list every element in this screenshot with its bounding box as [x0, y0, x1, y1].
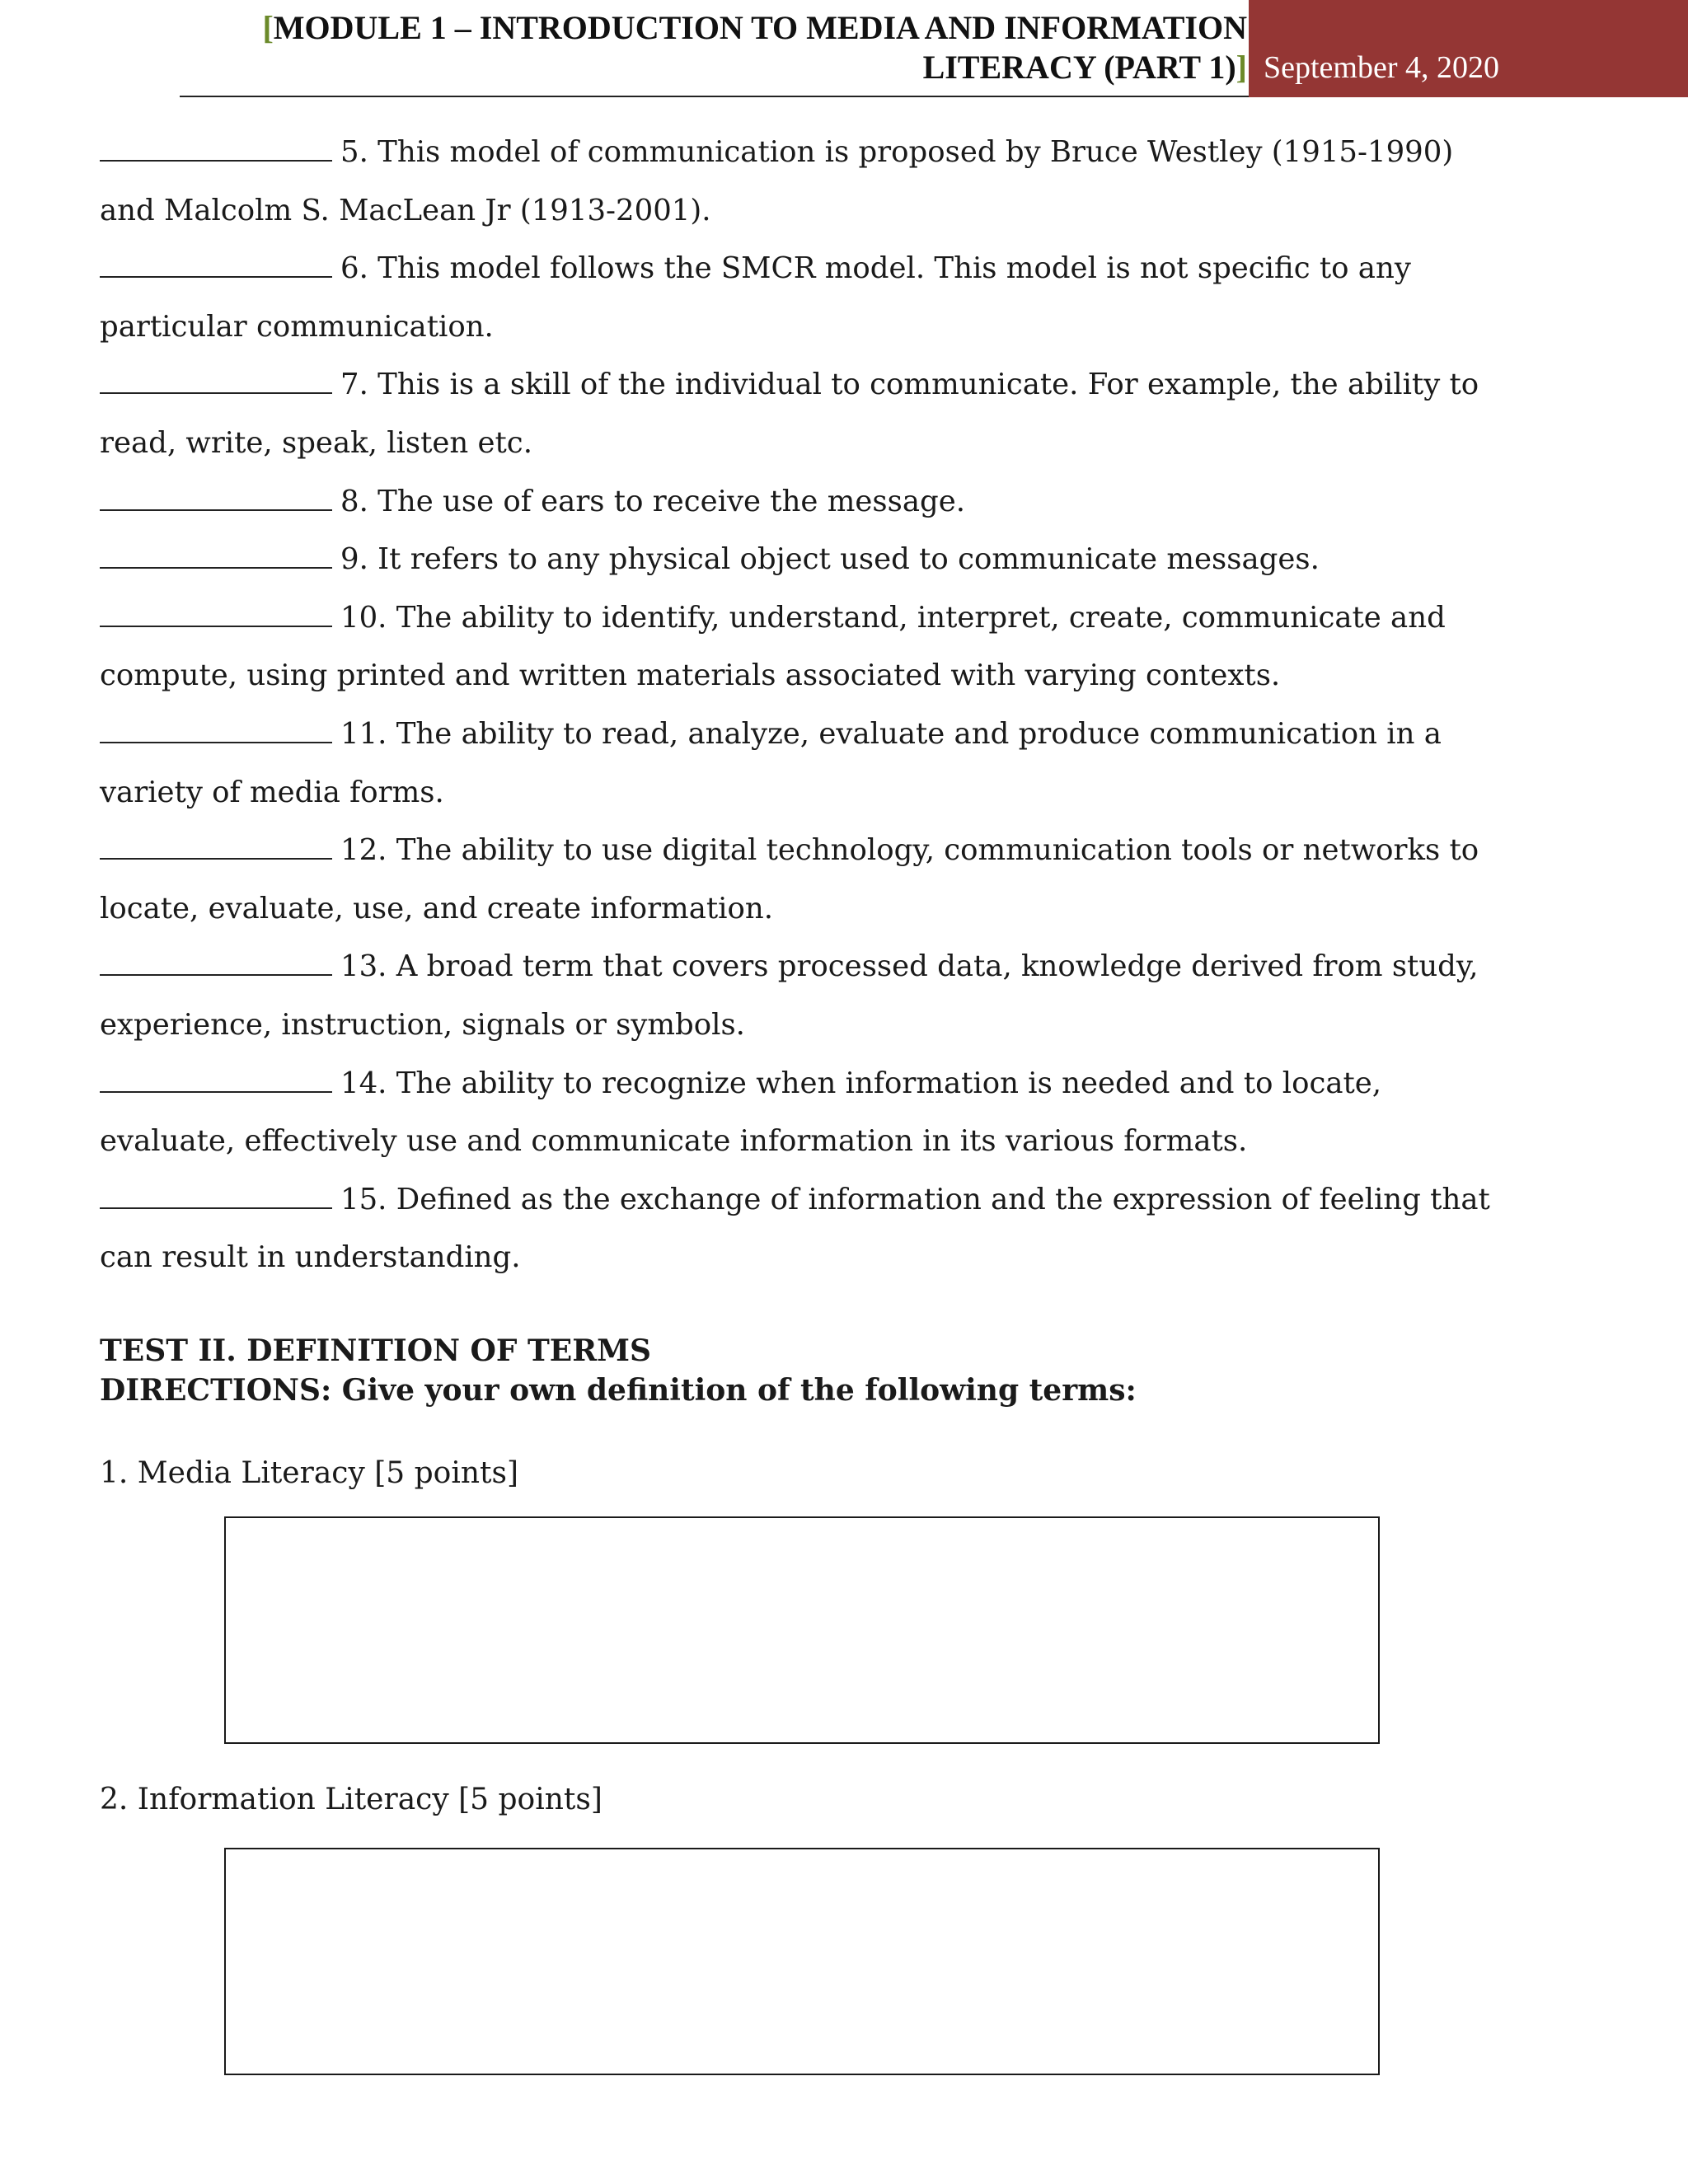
answer-blank[interactable]: [100, 1178, 332, 1209]
answer-blank[interactable]: [100, 480, 332, 511]
question-text: 15. Defined as the exchange of information and the expression of feeling that can result in understanding.: [100, 1182, 1490, 1275]
question-item: [100, 124, 1517, 240]
answer-blank[interactable]: [100, 363, 332, 394]
question-item: [100, 705, 1517, 822]
question-item: [100, 822, 1517, 938]
answer-box-media-literacy[interactable]: [224, 1516, 1380, 1744]
title-line-2: LITERACY (PART 1): [922, 49, 1236, 86]
question-item: [100, 473, 1517, 532]
question-item: [100, 1171, 1517, 1287]
question-text: 13. A broad term that covers processed data, knowledge derived from study, experience, instruction, signals or symbols.: [100, 949, 1479, 1042]
question-item: [100, 531, 1517, 589]
term-media-literacy: 1. Media Literacy [5 points]: [100, 1456, 519, 1490]
answer-blank[interactable]: [100, 828, 332, 860]
answer-blank[interactable]: [100, 1062, 332, 1093]
question-text: 5. This model of communication is proposed by Bruce Westley (1915-1990) and Malcolm S. MacLean Jr (1913-2001).: [100, 135, 1454, 227]
test-ii-directions: DIRECTIONS: Give your own definition of the following terms:: [100, 1373, 1137, 1408]
question-item: [100, 240, 1517, 356]
answer-blank[interactable]: [100, 130, 332, 162]
header-divider: [180, 96, 1249, 97]
fill-in-items: [100, 124, 1517, 1287]
date-banner: [1249, 0, 1688, 97]
title-bracket-open: [: [262, 9, 274, 46]
question-text: 6. This model follows the SMCR model. This model is not specific to any particular communication.: [100, 251, 1411, 344]
title-bracket-close: ]: [1236, 49, 1247, 86]
answer-box-information-literacy[interactable]: [224, 1848, 1380, 2075]
answer-blank[interactable]: [100, 944, 332, 976]
question-text: 9. It refers to any physical object used to communicate messages.: [340, 542, 1320, 577]
question-item: [100, 356, 1517, 472]
question-item: [100, 1055, 1517, 1171]
question-text: 7. This is a skill of the individual to communicate. For example, the ability to read, write, speak, listen etc.: [100, 368, 1479, 460]
question-text: 14. The ability to recognize when information is needed and to locate, evaluate, effectively use and communicate information in its various formats.: [100, 1066, 1382, 1159]
answer-blank[interactable]: [100, 537, 332, 569]
answer-blank[interactable]: [100, 246, 332, 278]
question-text: 11. The ability to read, analyze, evaluate and produce communication in a variety of media forms.: [100, 716, 1442, 809]
term-information-literacy: 2. Information Literacy [5 points]: [100, 1783, 603, 1816]
question-text: 10. The ability to identify, understand, interpret, create, communicate and compute, using printed and written materials associated with varying contexts.: [100, 600, 1446, 693]
question-text: 8. The use of ears to receive the message.: [340, 484, 966, 518]
question-item: [100, 589, 1517, 705]
title-line-1: MODULE 1 – INTRODUCTION TO MEDIA AND INFORMATION: [273, 9, 1247, 46]
page-header: [0, 0, 1688, 97]
answer-blank[interactable]: [100, 596, 332, 627]
header-date: September 4, 2020: [1264, 50, 1500, 85]
question-item: [100, 938, 1517, 1054]
test-ii-title: TEST II. DEFINITION OF TERMS: [100, 1333, 651, 1368]
test-ii-heading: [100, 1331, 1137, 1410]
answer-blank[interactable]: [100, 712, 332, 743]
module-title: [176, 8, 1247, 87]
question-text: 12. The ability to use digital technology, communication tools or networks to locate, evaluate, use, and create information.: [100, 833, 1479, 926]
